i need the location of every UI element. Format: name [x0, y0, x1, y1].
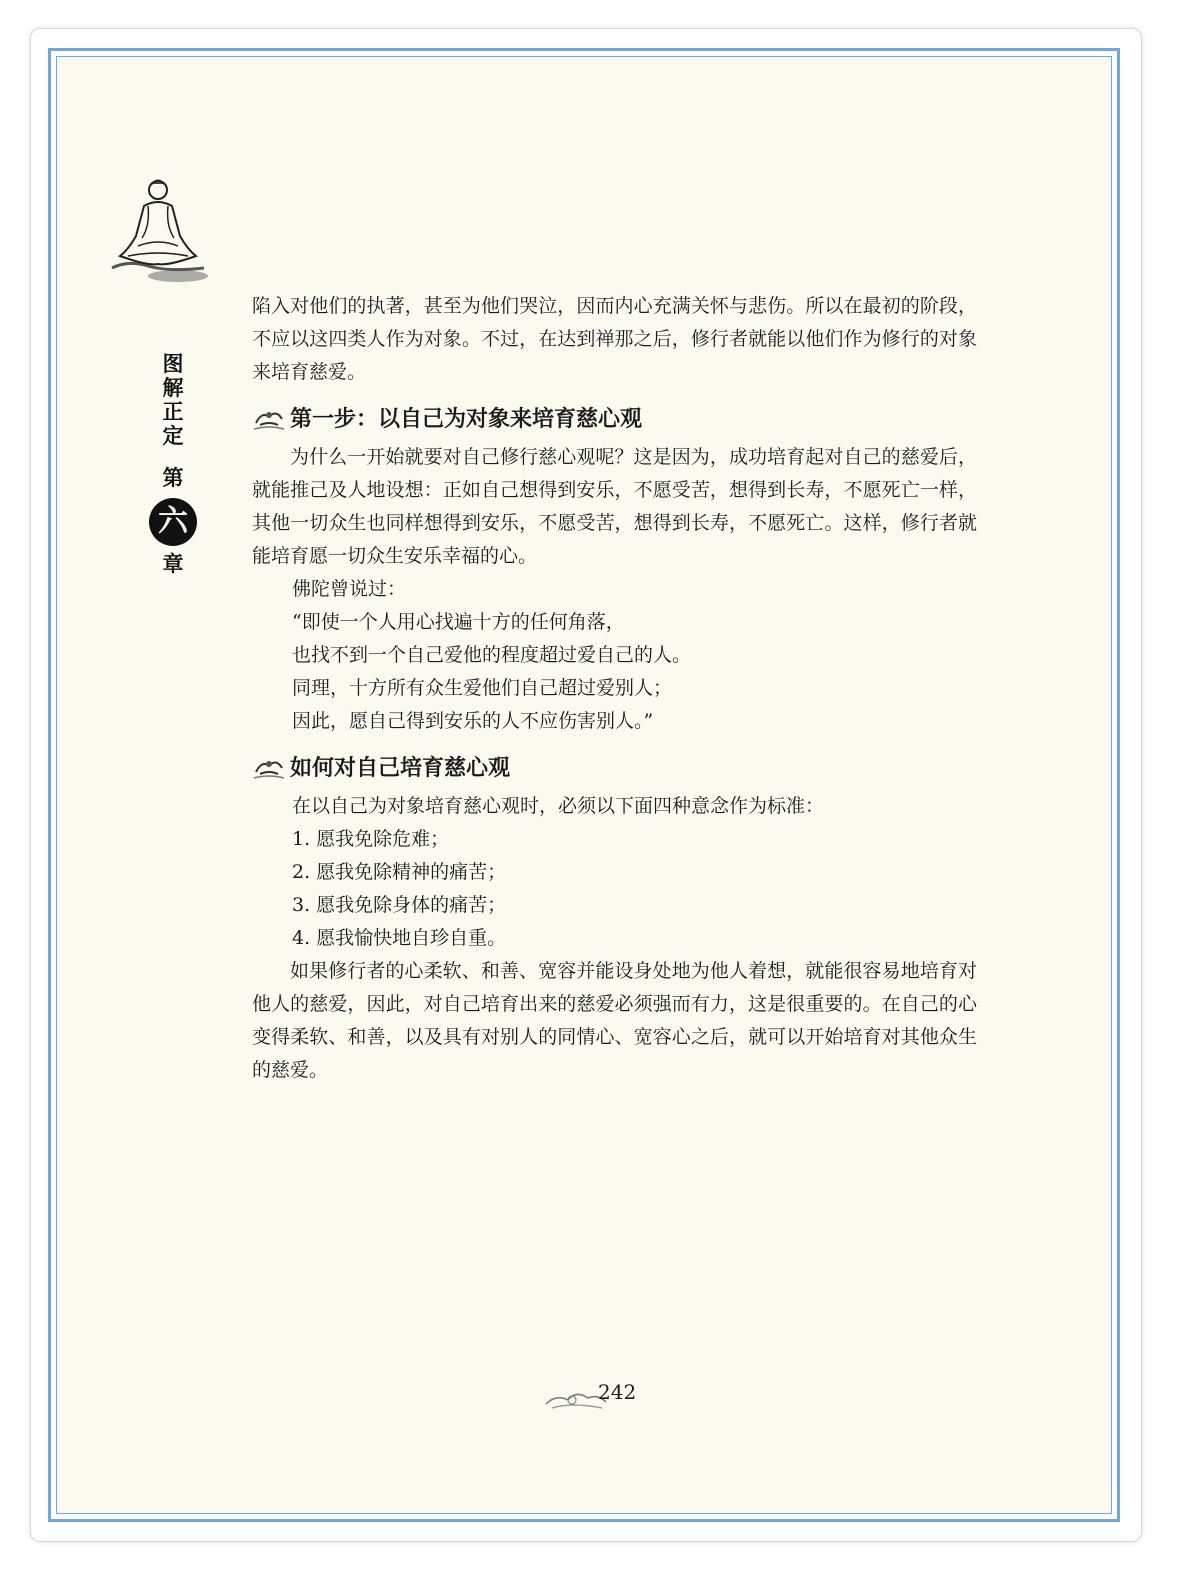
side-title-char: 图: [162, 352, 184, 376]
list-item: 4. 愿我愉快地自珍自重。: [292, 927, 507, 949]
buddha-illustration: [108, 176, 212, 286]
section-heading: [252, 748, 977, 784]
side-title-char: 解: [162, 376, 184, 400]
list-item: 2. 愿我免除精神的痛苦；: [292, 861, 507, 883]
quote-line: 也找不到一个自己爱他的程度超过爱自己的人。: [292, 644, 692, 666]
intro-paragraph: 陷入对他们的执著，甚至为他们哭泣，因而内心充满关怀与悲伤。所以在最初的阶段，不应以这四类人作为对象。不过，在达到禅那之后，修行者就能以他们作为修行的对象来培育慈爱。: [252, 295, 977, 383]
chapter-side-title: [146, 352, 200, 576]
lotus-icon: [252, 752, 286, 780]
section-intro: 在以自己为对象培育慈心观时，必须以下面四种意念作为标准：: [292, 795, 825, 817]
side-title-char: 定: [162, 424, 184, 448]
quote-line: “即使一个人用心找遍十方的任何角落，: [292, 611, 625, 633]
chapter-label-pre: 第: [162, 466, 184, 490]
page-number-block: [542, 1378, 652, 1414]
section-paragraph: 为什么一开始就要对自己修行慈心观呢？这是因为，成功培育起对自己的慈爱后，就能推己及人地设想：正如自己想得到安乐，不愿受苦，想得到长寿，不愿死亡一样，其他一切众生也同样想得到安乐，不愿受苦，想得到长寿，不愿死亡。这样，修行者就能培育愿一切众生安乐幸福的心。: [252, 446, 977, 567]
quote-line: 因此，愿自己得到安乐的人不应伤害别人。”: [292, 710, 654, 732]
quote-line: 同理，十方所有众生爱他们自己超过爱别人；: [292, 677, 673, 699]
list-item: 3. 愿我免除身体的痛苦；: [292, 894, 507, 916]
section-heading-text: 如何对自己培育慈心观: [290, 754, 511, 781]
side-title-char: 正: [162, 400, 184, 424]
closing-paragraph: 如果修行者的心柔软、和善、宽容并能设身处地为他人着想，就能很容易地培育对他人的慈爱，因此，对自己培育出来的慈爱必须强而有力，这是很重要的。在自己的心变得柔软、和善，以及具有对别人的同情心、宽容心之后，就可以开始培育对其他众生的慈爱。: [252, 960, 977, 1081]
chapter-label-post: 章: [162, 552, 184, 576]
section-heading: [252, 399, 977, 435]
quote-intro: 佛陀曾说过：: [292, 578, 407, 600]
page-content: [252, 290, 977, 1087]
section-heading-text: 第一步：以自己为对象来培育慈心观: [290, 405, 643, 432]
chapter-number-badge: 六: [149, 498, 197, 546]
page-number: 242: [598, 1380, 637, 1404]
list-item: 1. 愿我免除危难；: [292, 828, 450, 850]
lotus-icon: [252, 403, 286, 431]
